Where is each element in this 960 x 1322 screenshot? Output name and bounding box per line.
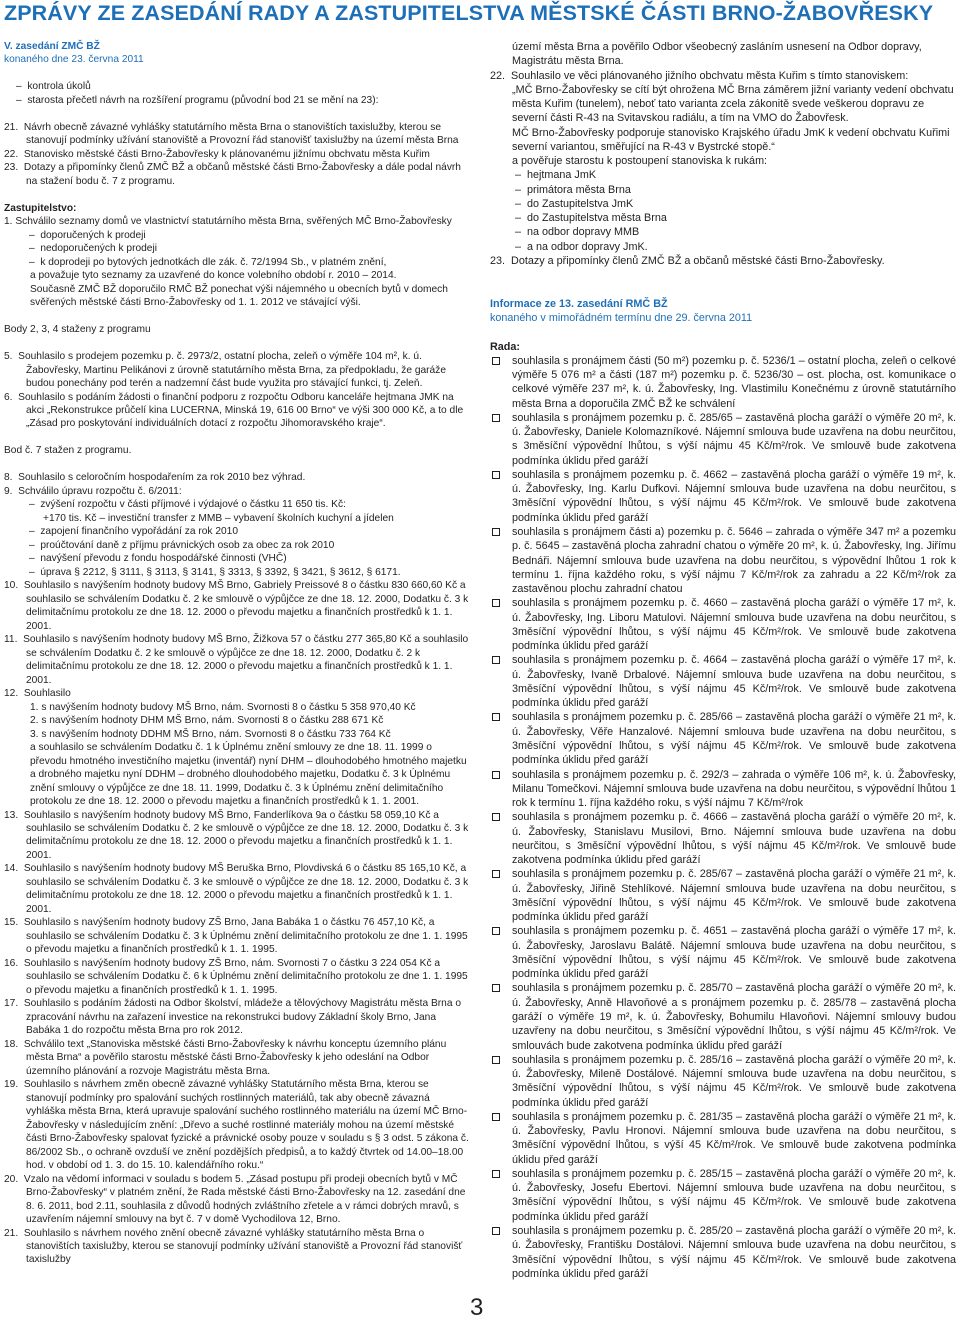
rada-resolution-text: souhlasila s pronájmem pozemku p. č. 285/15 – zastavěná plocha garáží o výměře 20 m², k. ú. Žabovřesky, Josefu Ebertovi. Nájemní smlouva bude uzavřena na dobu neurčitou, s 3měsíční výpovědní lhůtou, s výší nájmu 45 Kč/m²/rok. Ve smlouvě bude zakotvena podmínka úklidu před garáží [512, 1167, 956, 1223]
resolution-1-list-item-text: k doprodeji po bytových jednotkách dle zák. č. 72/1994 Sb., v platném znění, [40, 256, 387, 268]
checkbox-square-icon [492, 713, 500, 721]
items-withdrawn-note: Body 2, 3, 4 staženy z programu [4, 324, 151, 336]
recipient-item-text: hejtmana JmK [527, 169, 597, 182]
checkbox-square-icon [492, 414, 500, 422]
recipient-item-text: na odbor dopravy MMB [527, 226, 640, 239]
resolution-item-number: 10. [4, 580, 19, 592]
rada-resolution-text: souhlasila s pronájmem pozemku p. č. 292/3 – zahrada o výměře 106 m², k. ú. Žabovřesky, Milanu Tomečkovi. Nájemní smlouva bude uzavřena na dobu neurčitou, s výpovědní lhůtou 1 rok k termínu 1. října každého roku, s výší nájmu 7 Kč/m²/rok [512, 768, 956, 810]
resolution-item-text: Schválilo text „Stanoviska městské části Brno-Žabovřesky k návrhu konceptu územního plánu města Brna“ a pověřilo starostu městské části Brno-Žabovřesky k jeho odeslání na Odbor územního plánování a rozvoje Magistrátu města Brna. [23, 1038, 447, 1077]
recipient-item-text: primátora města Brna [527, 183, 631, 196]
rada-resolution-item [490, 924, 956, 981]
rada-resolution-item [490, 596, 956, 653]
resolution-item [4, 687, 470, 700]
budget-change-item: – zapojení finančního vypořádání za rok 2010 [29, 526, 238, 538]
checkbox-square-icon [492, 528, 500, 536]
resolution-item [4, 1227, 470, 1267]
checkbox-square-icon [492, 813, 500, 821]
rada-resolution-text: souhlasila s pronájmem části a) pozemku p. č. 5646 – zahrada o výměře 347 m² a pozemku p. č. 5645 – zastavěná plocha zahradní chatou o výměře 20 m², k. ú. Žabovřesky, Ing. Jiřímu Bednáři. Nájemní smlouva bude uzavřena na dobu neurčitou, s výpovědní lhůtou 1 rok k termínu 1. října každého roku, s výší nájmu 7 Kč/m²/rok za zahradu a 22 Kč/m²/rok za zastavěnou plochu zahradní chatou [512, 525, 956, 596]
checkbox-square-icon [492, 771, 500, 779]
resolution-1-list-item: – k doprodeji po bytových jednotkách dle zák. č. 72/1994 Sb., v platném znění, [29, 256, 387, 268]
checkbox-square-icon [492, 357, 500, 365]
rada-resolution-item [490, 653, 956, 710]
agenda-item-number: 23. [4, 162, 19, 174]
page-number: 3 [470, 1294, 484, 1321]
info-heading: Informace ze 13. zasedání RMČ BŽ [490, 297, 668, 310]
rada-resolution-item [490, 1053, 956, 1110]
resolution-item-number: 18. [4, 1038, 19, 1050]
agenda-item-text: Návrh obecně závazné vyhlášky statutárního města Brna o stanovištích taxislužby, kterou se stanovují podmínky užívání stanoviště a Provozní řád stanovišť taxislužby na území města Brna [23, 121, 459, 147]
rada-resolution-item [490, 468, 956, 525]
rada-resolution-text: souhlasila s pronájmem pozemku p. č. 281/35 – zastavěná plocha garáží o výměře 21 m², k. ú. Žabovřesky, Pavlu Hronovi. Nájemní smlouva bude uzavřena na dobu neurčitou, s 3měsíční výpovědní lhůtou, s výší 45 Kč/m²/rok. Ve smlouvě bude zakotvena podmínka úklidu před garáží [512, 1110, 956, 1166]
resolution-item [4, 1173, 470, 1227]
resolution-item-text: Souhlasilo s navýšením hodnoty budovy MŠ Brno, Gabriely Preissové 8 o částku 830 660,60 Kč a souhlasilo se schválením Dodatku č. 2 ke smlouvě o výpůjčce ze dne 18. 12. 2000, Dodatku č. 3 k delimitačnímu protokolu ze dne 18. 12. 2000 o převodu majetku a finančních prostředků k 1. 1. 2001. [23, 580, 469, 632]
rada-resolution-item [490, 768, 956, 811]
recipient-item: – do Zastupitelstva JmK [515, 197, 634, 210]
resolution-item-number: 11. [4, 634, 18, 646]
rada-resolution-text: souhlasila s pronájmem pozemku p. č. 4664 – zastavěná plocha garáží o výměře 17 m², k. ú. Žabovřesky, Ivaně Drbalové. Nájemní smlouva bude uzavřena na dobu neurčitou, s 3měsíční výpovědní lhůtou, s výší nájmu 45 Kč/m²/rok. Ve smlouvě bude zakotvena podmínka úklidu před garáží [512, 654, 956, 710]
rada-resolution-item [490, 710, 956, 767]
resolution-item-text: Vzalo na vědomí informaci v souladu s bodem 5. „Zásad postupu při prodeji obecních bytů v MČ Brno-Žabovřesky“ v platném znění, že Rada městské části Brno-Žabovřesky na 12. zasedání dne 8. 6. 2011, bod 2.11, souhlasila z důvodů hodných zvláštního zřetele a v rámci dobrých mravů, s uzavřením nájemní smlouvy na byt č. 7 v domě Vychodilova 12, Brno. [23, 1173, 466, 1226]
resolution-item [4, 633, 470, 687]
resolution-item-text: Souhlasilo s návrhem nového znění obecně závazné vyhlášky statutárního města Brna o stanovištích taxislužby, kterou se stanovují podmínky užívání stanoviště a Provozní řád stanovišť taxislužby [23, 1227, 463, 1266]
budget-change-item: +170 tis. Kč – investiční transfer z MMB – vybavení školních kuchyní a jídelen [43, 512, 394, 524]
rada-resolution-text: souhlasila s pronájmem pozemku p. č. 4660 – zastavěná plocha garáží o výměře 17 m², k. ú. Žabovřesky, Ing. Liboru Matulovi. Nájemní smlouva bude uzavřena na dobu neurčitou, s 3měsíční výpovědní lhůtou, s výší nájmu 45 Kč/m²/rok. Ve smlouvě bude zakotvena podmínka úklidu před garáží [512, 597, 956, 653]
resolution-1-list-item-text: doporučených k prodeji [40, 229, 146, 241]
recipient-item: – hejtmana JmK [515, 169, 597, 182]
zastupitelstvo-heading: Zastupitelstvo: [4, 202, 77, 214]
recipient-item-text: do Zastupitelstva JmK [527, 197, 634, 210]
resolution-item-text: Souhlasilo s prodejem pozemku p. č. 2973/2, ostatní plocha, zeleň o výměře 104 m², k. ú. Žabovřesky, Martinu Pelikánovi z úrovně statutárního města Brna, za předpokladu, že garáže budou ponechány pod terén a nadzemní část bude využita pro stávající funkci, tj. Zeleň. [18, 351, 446, 390]
agenda-item [4, 161, 470, 188]
rada-resolution-item [490, 981, 956, 1052]
rada-resolution-text: souhlasila s pronájmem pozemku p. č. 285/65 – zastavěná plocha garáží o výměře 20 m², k. ú. Žabovřesky, Daniele Kolomazníkové. Nájemní smlouva bude uzavřena na dobu neurčitou, s 3měsíční výpovědní lhůtou, s výší nájmu 45 Kč/m²/rok. Ve smlouvě bude zakotvena podmínka úklidu před garáží [512, 411, 956, 467]
resolution-item [4, 957, 470, 997]
session-date: konaného dne 23. června 2011 [4, 54, 144, 66]
resolution-1-list-item-text: nedoporučených k prodeji [40, 243, 157, 255]
recipient-item: – primátora města Brna [515, 183, 631, 196]
resolution-1-list-item: – nedoporučených k prodeji [29, 243, 157, 255]
resolution-12-list-item: 2. s navýšením hodnoty DHM MŠ Brno, nám. Svornosti 8 o částku 288 671 Kč [30, 715, 384, 727]
resolution-item-text: Souhlasilo s navýšením hodnoty budovy MŠ Brno, Žižkova 57 o částku 277 365,80 Kč a souhlasilo se schválením Dodatku č. 2 ke smlouvě o výpůjčce ze dne 18. 12. 2000, Dodatku č. 2 k delimitačnímu protokolu ze dne 18. 12. 2000 o převodu majetku a finančních prostředků k 1. 1. 2001. [23, 634, 469, 686]
budget-change-text: úprava § 2212, § 3111, § 3113, § 3141, § 3313, § 3392, § 3421, § 3612, § 6171. [40, 566, 401, 578]
resolution-12-list-item: 1. s navýšením hodnoty budovy MŠ Brno, nám. Svornosti 8 o částku 5 358 970,40 Kč [30, 701, 416, 713]
resolution-1-tail: a považuje tyto seznamy za uzavřené do konce volebního období r. 2010 – 2014. [30, 270, 397, 282]
resolution-item-number: 20. [4, 1173, 19, 1185]
checkbox-square-icon [492, 1227, 500, 1235]
resolution-1-tail2: Současně ZMČ BŽ doporučilo RMČ BŽ ponechat výši nájemného u obecních bytů v domech svěřených městské části Brno-Žabovřesky od 1. 1. 2012 ve stávající výši. [30, 283, 448, 309]
rada-resolution-item [490, 525, 956, 596]
resolution-item-number: 16. [4, 957, 19, 969]
checkbox-square-icon [492, 471, 500, 479]
checkbox-square-icon [492, 870, 500, 878]
rada-resolution-text: souhlasila s pronájmem pozemku p. č. 285/66 – zastavěná plocha garáží o výměře 21 m², k. ú. Žabovřesky, Věře Hanzalové. Nájemní smlouva bude uzavřena na dobu neurčitou, s 3měsíční výpovědní lhůtou, s výší nájmu 45 Kč/m²/rok. Ve smlouvě bude zakotvena podmínka úklidu před garáží [512, 711, 956, 767]
resolution-item-number: 15. [4, 917, 19, 929]
rada-resolution-text: souhlasila s pronájmem pozemku p. č. 4651 – zastavěná plocha garáží o výměře 17 m², k. ú. Žabovřesky, Jaroslavu Balátě. Nájemní smlouva bude uzavřena na dobu neurčitou, s 3měsíční výpovědní lhůtou, s výší nájmu 45 Kč/m²/rok. Ve smlouvě bude zakotvena podmínka úklidu před garáží [512, 925, 956, 981]
resolution-12-list-item: 3. s navýšením hodnoty DDHM MŠ Brno, nám. Svornosti 8 o částku 733 764 Kč [30, 728, 391, 740]
resolution-1-list-item: – doporučených k prodeji [29, 229, 146, 241]
resolution-9: 9. Schválilo úpravu rozpočtu č. 6/2011: [4, 485, 182, 497]
resolution-item-text: Souhlasilo s navýšením hodnoty budovy ZŠ Brno, nám. Svornosti 7 o částku 3 224 054 Kč a souhlasilo se schválením Dodatku č. 6 k Úplnému znění delimitačního protokolu ze dne 1. 1. 1995 o převodu majetku a finančních prostředků k 1. 1. 1995. [23, 957, 468, 996]
agenda-item-text: Stanovisko městské části Brno-Žabovřesky k plánovanému jižnímu obchvatu města Kuřim [23, 148, 430, 160]
rada-resolution-item [490, 1167, 956, 1224]
rada-heading: Rada: [490, 340, 520, 353]
rada-resolution-item [490, 1110, 956, 1167]
recipient-item: – do Zastupitelstva města Brna [515, 212, 667, 225]
session-heading: V. zasedání ZMČ BŽ [4, 41, 100, 52]
resolution-item [4, 579, 470, 633]
rada-resolution-text: souhlasila s pronájmem části (50 m²) pozemku p. č. 5236/1 – ostatní plocha, zeleň o celkové výměře 5 076 m² a části (187 m²) pozemku p. č. 5236/30 – ost. plocha, ost. komunikace o celkové výměře 237 m², k. ú. Žabovřesky, Ing. Vlastimilu Konečnému z úrovně statutárního města Brna a doporučila ZMČ BŽ ke schválení [512, 354, 956, 410]
budget-change-item: – navýšení převodu z fondu hospodářské činnosti (VHČ) [29, 553, 287, 565]
resolution-12-tail: a souhlasilo se schválením Dodatku č. 1 k Úplnému znění smlouvy ze dne 18. 11. 1999 o převodu hmotného investičního majetku (inventář) nyní DHM – dlouhodobého hmotného majetku a drobného majetku nyní DDHM – drobného dlouhodobého majetku, Dodatku č. 3 k Úplnému znění smlouvy o výpůjčce ze dne 18. 11. 1999, Dodatku č. 3 k Úplnému znění delimitačního protokolu ze dne 18. 12. 2000 o převodu majetku a finančních prostředků k 1. 1. 2001. [30, 742, 467, 808]
left-column [4, 40, 470, 1267]
agenda-item [4, 121, 470, 148]
rada-resolution-item [490, 354, 956, 411]
checkbox-square-icon [492, 984, 500, 992]
checkbox-square-icon [492, 656, 500, 664]
budget-change-item: – úprava § 2212, § 3111, § 3113, § 3141, § 3313, § 3392, § 3421, § 3612, § 6171. [29, 566, 401, 578]
info-date: konaného v mimořádném termínu dne 29. června 2011 [490, 312, 753, 325]
rada-resolution-text: souhlasila s pronájmem pozemku p. č. 285/70 – zastavěná plocha garáží o výměře 20 m², k. ú. Žabovřesky, Anně Hlavoňové a s pronájmem pozemku p. č. 285/78 – zastavěná plocha garáží o výměře 19 m², k. ú. Žabovřesky, Bohumilu Hlavoňovi. Nájemní smlouvy budou uzavřeny na dobu neurčitou, s 3měsíční výpovědní lhůtou, s výší nájmu 45 Kč/m²/rok. Ve smlouvách bude zakotvena podmínka úklidu před garáží [512, 982, 956, 1052]
page-title: ZPRÁVY ZE ZASEDÁNÍ RADY A ZASTUPITELSTVA MĚSTSKÉ ČÁSTI BRNO-ŽABOVŘESKY [4, 1, 934, 25]
checkbox-square-icon [492, 1113, 500, 1121]
rada-resolution-text: souhlasila s pronájmem pozemku p. č. 285/20 – zastavěná plocha garáží o výměře 20 m², k. ú. Žabovřesky, Františku Dostálovi. Nájemní smlouva bude uzavřena na dobu neurčitou, s 3měsíční výpovědní lhůtou, s výší nájmu 45 Kč/m²/rok. Ve smlouvě bude zakotvena podmínka úklidu před garáží [512, 1225, 956, 1280]
rada-resolution-item [490, 867, 956, 924]
agenda-item [4, 148, 470, 161]
budget-change-item: – proúčtování daně z příjmu právnických osob za obec za rok 2010 [29, 539, 335, 551]
rada-resolution-item [490, 411, 956, 468]
resolution-23: 23. Dotazy a připomínky členů ZMČ BŽ a občanů městské části Brno-Žabovřesky. [490, 254, 885, 267]
budget-change-text: proúčtování daně z příjmu právnických osob za obec za rok 2010 [40, 539, 335, 551]
resolution-item-number: 13. [4, 809, 19, 821]
rada-resolution-item [490, 810, 956, 867]
resolution-item-number: 19. [4, 1079, 19, 1091]
page-header [4, 0, 956, 28]
resolution-item-text: Souhlasilo s navýšením hodnoty budovy ZŠ Brno, Jana Babáka 1 o částku 76 457,10 Kč, a souhlasilo se schválením Dodatku č. 3 k Úplnému znění delimitačního protokolu ze dne 1. 1. 1995 o převodu majetku a finančních prostředků k 1. 1. 1995. [23, 917, 468, 956]
resolution-item-text: Souhlasilo s podáním žádosti na Odbor školství, mládeže a tělovýchovy Magistrátu města Brna o zpracování návrhu na zařazení investice na rekonstrukci budovy Základní školy Brno, Jana Babáka 1 do rozpočtu města Brna pro rok 2012. [23, 998, 461, 1037]
intro-item: – kontrola úkolů [16, 81, 91, 93]
resolution-item-number: 12. [4, 688, 19, 700]
item-7-withdrawn-note: Bod č. 7 stažen z programu. [4, 445, 132, 457]
resolution-item-text: Souhlasilo [23, 688, 71, 700]
recipient-item-text: a na odbor dopravy JmK. [527, 240, 648, 253]
resolution-item [4, 997, 470, 1037]
rada-resolution-text: souhlasila s pronájmem pozemku p. č. 285/16 – zastavěná plocha garáží o výměře 20 m², k. ú. Žabovřesky, Mileně Dostálové. Nájemní smlouva bude uzavřena na dobu neurčitou, s 3měsíční výpovědní lhůtou, s výší nájmu 45 Kč/m²/rok. Ve smlouvě bude zakotvena podmínka úklidu před garáží [512, 1053, 956, 1109]
right-column [490, 40, 956, 1281]
checkbox-square-icon [492, 1056, 500, 1064]
resolution-item [4, 916, 470, 956]
resolution-1: 1. Schválilo seznamy domů ve vlastnictví statutárního města Brna, svěřených MČ Brno-Žabovřesky [4, 216, 452, 228]
resolution-item-text: Souhlasilo s navýšením hodnoty budovy MŠ Beruška Brno, Plovdivská 6 o částku 85 165,10 Kč, a souhlasilo se schválením Dodatku č. 3 ke smlouvě o výpůjčce ze dne 18. 12. 2000, Dodatku č. 3 k delimitačnímu protokolu ze dne 18. 12. 2000 o převodu majetku a finančních prostředků k 1. 1. 2001. [23, 863, 469, 915]
budget-change-text: zapojení finančního vypořádání za rok 2010 [40, 526, 238, 538]
resolution-item-number: 6. [4, 391, 13, 403]
recipient-item: – na odbor dopravy MMB [515, 226, 640, 239]
resolution-item [4, 862, 470, 916]
resolution-22: 22. Souhlasilo ve věci plánovaného jižního obchvatu města Kuřim s tímto stanoviskem: [490, 69, 909, 82]
agenda-item-text: Dotazy a připomínky členů ZMČ BŽ a občanů městské části Brno-Žabovřesky a dále podal návrh na stažení bodu č. 7 z programu. [23, 162, 461, 187]
resolution-22-statement: „MČ Brno-Žabovřesky se cítí být ohrožena MČ Brna záměrem jižní varianty vedení obchvatu města Kuřim (tunelem), neboť tato varianta zcela zákonitě svede veškerou dopravu ze severní části R-43 na Svitavskou radiálu, a tím na VMO do Žabovřesk. [512, 83, 954, 125]
resolution-item [4, 809, 470, 863]
resolution-item [4, 391, 470, 431]
resolution-item-number: 21. [4, 1227, 19, 1239]
recipient-item: – a na odbor dopravy JmK. [515, 240, 648, 253]
resolution-item-number: 5. [4, 351, 13, 363]
resolution-item-number: 14. [4, 863, 19, 875]
intro-item: – starosta přečetl návrh na rozšíření programu (původní bod 21 se mění na 23): [16, 94, 379, 106]
rada-resolution-text: souhlasila s pronájmem pozemku p. č. 4666 – zastavěná plocha garáží o výměře 20 m², k. ú. Žabovřesky, Stanislavu Musilovi, Brno. Nájemní smlouva bude uzavřena na dobu neurčitou, s 3měsíční výpovědní lhůtou, s výší nájmu 45 Kč/m²/rok. Ve smlouvě bude zakotvena podmínka úklidu před garáží [512, 811, 956, 867]
resolution-item-text: Souhlasilo s návrhem změn obecně závazné vyhlášky Statutárního města Brna, kterou se stanovují podmínky pro spalování suchých rostlinných materiálů, tak aby obecně závazná vyhláška města Brna, která upravuje spalování suchého rostlinného materiálu na území MČ Brno-Žabovřesky v následujícím znění: „Dřevo a suché rostlinné materiály mohou na území městské části Brno-Žabovřesky spalovat fyzické a právnické osoby pouze v souladu s § 3 odst. 5 zákona č. 86/2002 Sb., o ochraně ovzduší ve znění pozdějších předpisů, a to každý čtvrtek od 14.00–18.00 hod. v období od 1. 3. do 15. 10. kalendářního roku.“ [23, 1079, 469, 1172]
resolution-22-mandate: a pověřuje starostu k postoupení stanoviska k rukám: [512, 155, 768, 168]
rada-resolution-text: souhlasila s pronájmem pozemku p. č. 4662 – zastavěná plocha garáží o výměře 19 m², k. ú. Žabovřesky, Ing. Karlu Dufkovi. Nájemní smlouva bude uzavřena na dobu neurčitou, s 3měsíční výpovědní lhůtou, s výší nájmu 45 Kč/m²/rok. Ve smlouvě bude zakotvena podmínka úklidu před garáží [512, 468, 956, 524]
budget-change-text: navýšení převodu z fondu hospodářské činnosti (VHČ) [40, 553, 287, 565]
resolution-item [4, 1038, 470, 1078]
resolution-item [4, 350, 470, 390]
resolution-item-number: 17. [4, 998, 19, 1010]
budget-change-text: zvýšení rozpočtu v části příjmové i výdajové o částku 11 650 tis. Kč: [40, 499, 346, 511]
resolution-22-statement: MČ Brno-Žabovřesky podporuje stanovisko Krajského úřadu JmK k vedení obchvatu Kuřimi severní variantou, směřující na R-43 v Bystrcké stopě.“ [512, 126, 950, 153]
agenda-item-number: 22. [4, 148, 19, 160]
resolution-item [4, 1078, 470, 1172]
resolution-item-text: Souhlasilo s podáním žádosti o finanční podporu z rozpočtu Odboru kanceláře hejtmana JMK na akci „Rekonstrukce průčelí kina LUCERNA, Minská 19, 616 00 Brno“ ve výši 300 000 Kč, a to dle „Zásad pro poskytování individuálních dotací z rozpočtu Jihomoravského kraje“. [18, 391, 464, 430]
resolution-21-continuation: území města Brna a pověřilo Odbor všeobecný zasláním usnesení na Odbor dopravy, Magistrátu města Brna. [512, 41, 922, 68]
recipient-item-text: do Zastupitelstva města Brna [527, 212, 667, 225]
checkbox-square-icon [492, 1170, 500, 1178]
checkbox-square-icon [492, 927, 500, 935]
agenda-item-number: 21. [4, 121, 19, 133]
resolution-item-text: Souhlasilo s navýšením hodnoty budovy MŠ Brno, Fanderlíkova 9a o částku 58 059,10 Kč a souhlasilo se schválením Dodatku č. 2 ke smlouvě o výpůjčce ze dne 18. 12. 2000, Dodatku č. 3 k delimitačnímu protokolu ze dne 18. 12. 2000 o převodu majetku a finančních prostředků k 1. 1. 2001. [23, 809, 469, 861]
rada-resolution-text: souhlasila s pronájmem pozemku p. č. 285/67 – zastavěná plocha garáží o výměře 21 m², k. ú. Žabovřesky, Jiřině Stehlíkové. Nájemní smlouva bude uzavřena na dobu neurčitou, s 3měsíční výpovědní lhůtou, s výší nájmu 45 Kč/m²/rok. Ve smlouvě bude zakotvena podmínka úklidu před garáží [512, 868, 956, 924]
resolution-8: 8. Souhlasilo s celoročním hospodařením za rok 2010 bez výhrad. [4, 472, 306, 484]
rada-resolution-item [490, 1224, 956, 1281]
checkbox-square-icon [492, 599, 500, 607]
budget-change-item: – zvýšení rozpočtu v části příjmové i výdajové o částku 11 650 tis. Kč: [29, 499, 346, 511]
